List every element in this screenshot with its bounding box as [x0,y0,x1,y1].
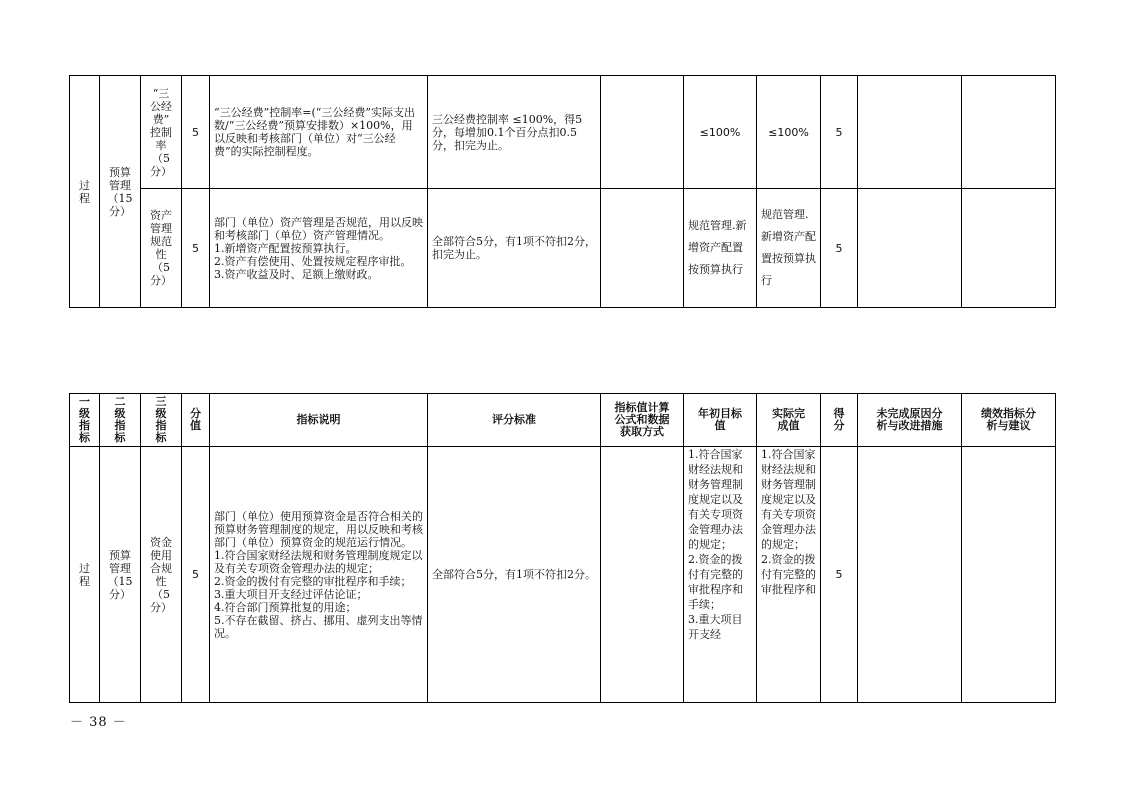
row-reason [858,447,962,703]
row-criteria: 全部符合5分，有1项不符扣2分。 [428,447,601,703]
header-points: 得 分 [821,394,858,447]
row-score: 5 [182,447,210,703]
top-row2-target: 规范管理.新增资产配置按预算执行 [684,189,757,308]
header-reason: 未完成原因分 析与改进措施 [858,394,962,447]
table-row [70,447,1056,703]
row-points: 5 [821,447,858,703]
row-level2: 预算 管理 （15 分） [100,447,141,703]
row-method [601,447,684,703]
top-row1-description: “三公经费”控制率=(“三公经费”实际支出数/“三公经费”预算安排数）×100%，用以反映和考核部门（单位）对“三公经费”的实际控制程度。 [210,76,428,189]
top-row1-method [601,76,684,189]
bottom-table [69,393,1056,703]
top-row2-description: 部门（单位）资产管理是否规范，用以反映和考核部门（单位）资产管理情况。 1.新增资产配置按预算执行。 2.资产有偿使用、处置按规定程序审批。 3.资产收益及时、足额上缴财政。 [210,189,428,308]
header-level2: 二 级 指 标 [100,394,141,447]
top-row1-actual: ≤100% [757,76,821,189]
row-suggestion [962,447,1056,703]
top-level2-cell [100,76,141,308]
top-row1-suggestion [962,76,1056,189]
top-row2-suggestion [962,189,1056,308]
header-criteria: 评分标准 [428,394,601,447]
row-level3: 资金 使用 合规 性 （5 分） [141,447,182,703]
header-score: 分 值 [182,394,210,447]
row-target: 1.符合国家财经法规和财务管理制度规定以及有关专项资金管理办法的规定； 2.资金的拨付有完整的审批程序和手续； 3.重大项目开支经 [684,447,757,703]
top-row2-method [601,189,684,308]
top-table [69,75,1056,308]
header-actual: 实际完 成值 [757,394,821,447]
top-level2: 预算 管理 （15 分） [107,165,133,218]
top-row2-reason [858,189,962,308]
top-row2-level3: 资产 管理 规范 性 （5 分） [141,189,182,308]
top-row1-target: ≤100% [684,76,757,189]
top-row1-score: 5 [182,76,210,189]
header-row [70,394,1056,447]
top-row1-points: 5 [821,76,858,189]
top-level1: 过 程 [79,178,90,205]
top-row2-actual: 规范管理.新增资产配置按预算执行 [757,189,821,308]
header-method: 指标值计算 公式和数据 获取方式 [601,394,684,447]
top-row1-criteria: 三公经费控制率 ≤100%，得5分，每增加0.1个百分点扣0.5分，扣完为止。 [428,76,601,189]
top-row1-reason [858,76,962,189]
row-actual: 1.符合国家财经法规和财务管理制度规定以及有关专项资金管理办法的规定； 2.资金的拨付有完整的审批程序和 [757,447,821,703]
header-target: 年初目标 值 [684,394,757,447]
page-number: － 38 － [70,715,127,730]
header-level1: 一 级 指 标 [70,394,100,447]
top-level1-cell [70,76,100,308]
top-row2-criteria: 全部符合5分，有1项不符扣2分，扣完为止。 [428,189,601,308]
header-description: 指标说明 [210,394,428,447]
top-row2-points: 5 [821,189,858,308]
top-row2-score: 5 [182,189,210,308]
row-description: 部门（单位）使用预算资金是否符合相关的预算财务管理制度的规定，用以反映和考核部门（单位）预算资金的规范运行情况。 1.符合国家财经法规和财务管理制度规定以及有关专项资金管理办法的规定； 2.资金的拨付有完整的审批程序和手续； 3.重大项目开支经过评估论证； 4.符合部门预算批复的用途； 5.不存在截留、挤占、挪用、虚列支出等情况。 [210,447,428,703]
header-level3: 三 级 指 标 [141,394,182,447]
row-level1: 过 程 [70,447,100,703]
top-row1-level3: “三 公经 费” 控制 率 （5 分） [141,76,182,189]
header-suggestion: 绩效指标分 析与建议 [962,394,1056,447]
